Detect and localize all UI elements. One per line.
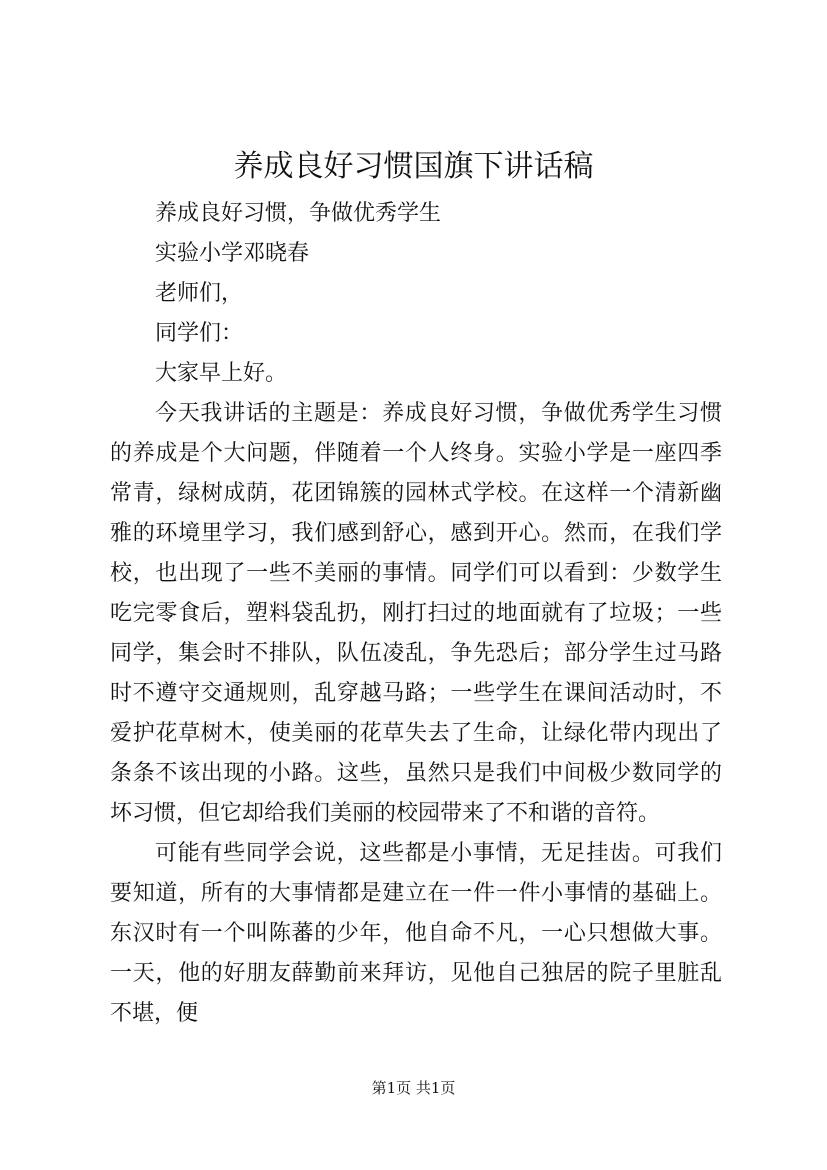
paragraph-1: 今天我讲话的主题是：养成良好习惯，争做优秀学生习惯的养成是个大问题，伴随着一个人终身。实验小学是一座四季常青，绿树成荫，花团锦簇的园林式学校。在这样一个清新幽雅的环境里学习，我们感到舒心，感到开心。然而，在我们学校，也出现了一些不美丽的事情。同学们可以看到：少数学生吃完零食后，塑料袋乱扔，刚打扫过的地面就有了垃圾；一些同学，集会时不排队，队伍凌乱，争先恐后；部分学生过马路时不遵守交通规则，乱穿越马路；一些学生在课间活动时，不爱护花草树木，使美丽的花草失去了生命，让绿化带内现出了条条不该出现的小路。这些，虽然只是我们中间极少数同学的坏习惯，但它却给我们美丽的校园带来了不和谐的音符。 — [110, 401, 722, 826]
document-title: 养成良好习惯国旗下讲话稿 — [233, 149, 594, 184]
page-footer: 第1页 共1页 — [371, 1079, 456, 1097]
author-line: 实验小学邓晓春 — [155, 241, 310, 266]
salutation-students: 同学们： — [155, 321, 244, 346]
document-body — [110, 194, 722, 1034]
greeting-line: 大家早上好。 — [155, 361, 288, 386]
paragraph-2: 可能有些同学会说，这些都是小事情，无足挂齿。可我们要知道，所有的大事情都是建立在一件一件小事情的基础上。东汉时有一个叫陈蕃的少年，他自命不凡，一心只想做大事。一天，他的好朋友薛勤前来拜访，见他自己独居的院子里脏乱不堪，便 — [110, 841, 722, 1026]
subtitle-line: 养成良好习惯，争做优秀学生 — [155, 201, 442, 226]
salutation-teachers: 老师们， — [155, 281, 244, 306]
